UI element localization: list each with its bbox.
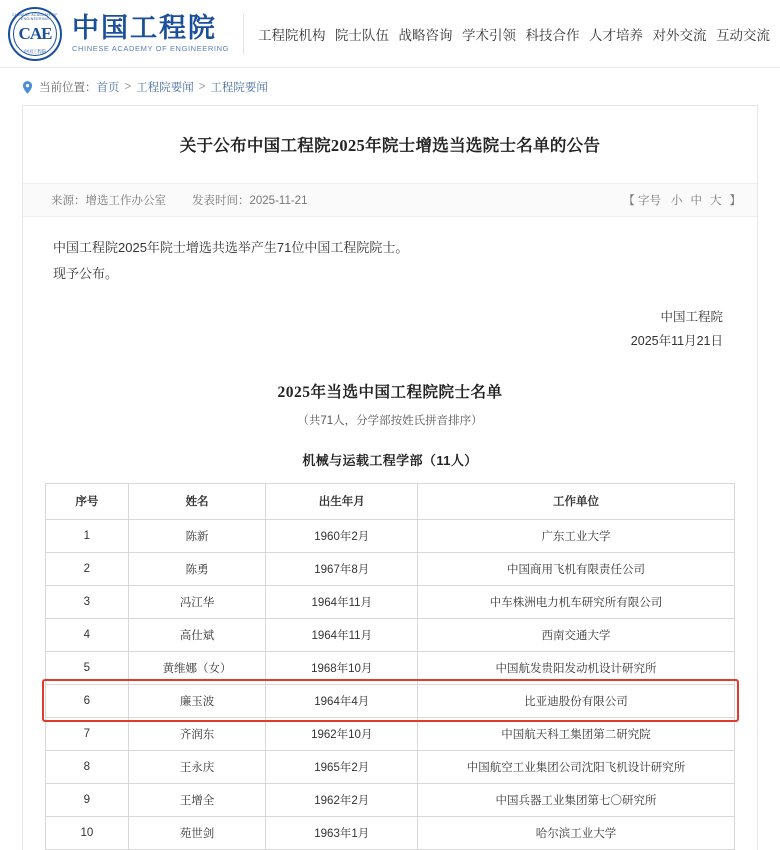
table-row [46,816,735,849]
page-title: 关于公布中国工程院2025年院士增选当选院士名单的公告 [179,136,601,155]
cell-name: 陈新 [128,519,266,552]
cell-name: 齐润东 [128,717,266,750]
cell-no: 2 [46,552,129,585]
names-table-head [46,483,735,519]
department-title: 机械与运载工程学部（11人） [302,452,478,468]
font-size-medium-button[interactable]: 中 [690,194,702,207]
cell-org: 哈尔滨工业大学 [418,816,735,849]
cell-name: 廉玉波 [128,684,266,717]
article-source-value: 增选工作办公室 [85,194,166,207]
location-pin-icon [22,81,33,94]
cell-org: 中国航空工业集团公司沈阳飞机设计研究所 [418,750,735,783]
cell-name: 王永庆 [128,750,266,783]
cell-no: 4 [46,618,129,651]
cell-dob: 1963年1月 [266,816,418,849]
table-row [46,750,735,783]
column-header-org: 工作单位 [418,483,735,519]
article-source-label: 来源： [51,194,86,207]
cell-org: 中国航天科工集团第二研究院 [418,717,735,750]
article-card [22,105,758,850]
cae-logo-badge[interactable] [8,7,62,61]
article-date-label: 发表时间： [192,194,250,207]
table-row [46,585,735,618]
breadcrumb [0,68,780,105]
header-divider [243,14,244,54]
logo-arc-bottom-text: 中国工程院 [23,48,47,54]
list-subtitle: （共71人，分学部按姓氏拼音排序） [297,414,483,427]
cell-org: 广东工业大学 [418,519,735,552]
font-size-control [623,192,741,208]
font-size-large-button[interactable]: 大 [710,194,722,207]
nav-item-sci-tech-cooperation[interactable]: 科技合作 [525,27,580,43]
main-nav [256,20,774,48]
cell-dob: 1965年2月 [266,750,418,783]
article-paragraph-2: 现予公布。 [53,265,119,281]
column-header-no: 序号 [46,483,129,519]
cell-dob: 1967年8月 [266,552,418,585]
article-body [23,217,757,287]
site-header [0,0,780,68]
cell-org: 中国兵器工业集团第七〇研究所 [418,783,735,816]
article-source [51,192,166,208]
cell-dob: 1964年11月 [266,618,418,651]
cell-no: 10 [46,816,129,849]
cell-org: 中车株洲电力机车研究所有限公司 [418,585,735,618]
nav-item-talent-cultivation[interactable]: 人才培养 [588,27,643,43]
breadcrumb-item-news[interactable]: 工程院要闻 [136,82,194,94]
cell-name: 黄维娜（女） [128,651,266,684]
cell-dob: 1964年4月 [266,684,418,717]
list-title: 2025年当选中国工程院院士名单 [277,383,503,401]
cell-no: 1 [46,519,129,552]
cell-no: 3 [46,585,129,618]
article-date [192,192,307,208]
cell-no: 8 [46,750,129,783]
font-size-close-bracket: 】 [729,194,741,207]
cell-name: 王增全 [128,783,266,816]
article-paragraph-1: 中国工程院2025年院士增选共选举产生71位中国工程院院士。 [53,239,409,255]
cell-dob: 1962年2月 [266,783,418,816]
breadcrumb-separator-1: > [124,81,132,93]
nav-item-academic-leadership[interactable]: 学术引领 [462,27,517,43]
table-row [46,717,735,750]
signature-org: 中国工程院 [660,309,723,324]
breadcrumb-item-home[interactable]: 首页 [96,82,120,94]
cell-name: 陈勇 [128,552,266,585]
table-row [46,552,735,585]
cell-dob: 1964年11月 [266,585,418,618]
cell-dob: 1968年10月 [266,651,418,684]
signature-date: 2025年11月21日 [630,334,723,349]
cell-org: 西南交通大学 [418,618,735,651]
cell-org: 比亚迪股份有限公司 [418,684,735,717]
article-meta-bar [23,183,757,217]
cell-dob: 1962年10月 [266,717,418,750]
breadcrumb-separator-2: > [198,81,206,93]
site-title-block[interactable] [72,14,229,53]
table-row [46,618,735,651]
font-size-small-button[interactable]: 小 [671,194,683,207]
cell-org: 中国商用飞机有限责任公司 [418,552,735,585]
cell-org: 中国航发贵阳发动机设计研究所 [418,651,735,684]
nav-item-strategic-consulting[interactable]: 战略咨询 [398,27,453,43]
nav-item-academicians[interactable]: 院士队伍 [335,27,390,43]
table-header-row [46,483,735,519]
names-table-body [46,519,735,849]
site-title-en: CHINESE ACADEMY OF ENGINEERING [72,44,230,54]
nav-item-interaction[interactable]: 互动交流 [715,27,770,43]
column-header-dob: 出生年月 [266,483,418,519]
nav-item-institutions[interactable]: 工程院机构 [258,27,326,43]
breadcrumb-prefix: 当前位置： [39,82,97,94]
article-signature [23,287,757,354]
cell-dob: 1960年2月 [266,519,418,552]
logo-arc-top-text: CHINESE ACADEMY OF ENGINEERING [12,12,58,21]
article-date-value: 2025-11-21 [249,194,308,207]
table-row [46,651,735,684]
nav-item-foreign-exchange[interactable]: 对外交流 [652,27,707,43]
cell-name: 高仕斌 [128,618,266,651]
names-table [45,483,735,850]
font-size-label: 【 字号 [623,194,661,207]
logo-cae-text: CAE [18,23,52,43]
table-row [46,783,735,816]
site-title-cn: 中国工程院 [72,12,217,43]
table-row [46,684,735,717]
table-row [46,519,735,552]
cell-no: 7 [46,717,129,750]
cell-name: 苑世剑 [128,816,266,849]
cell-no: 5 [46,651,129,684]
names-table-wrapper [23,483,757,850]
cell-name: 冯江华 [128,585,266,618]
cell-no: 9 [46,783,129,816]
cell-no: 6 [46,684,129,717]
breadcrumb-item-news-current[interactable]: 工程院要闻 [210,82,268,94]
column-header-name: 姓名 [128,483,266,519]
